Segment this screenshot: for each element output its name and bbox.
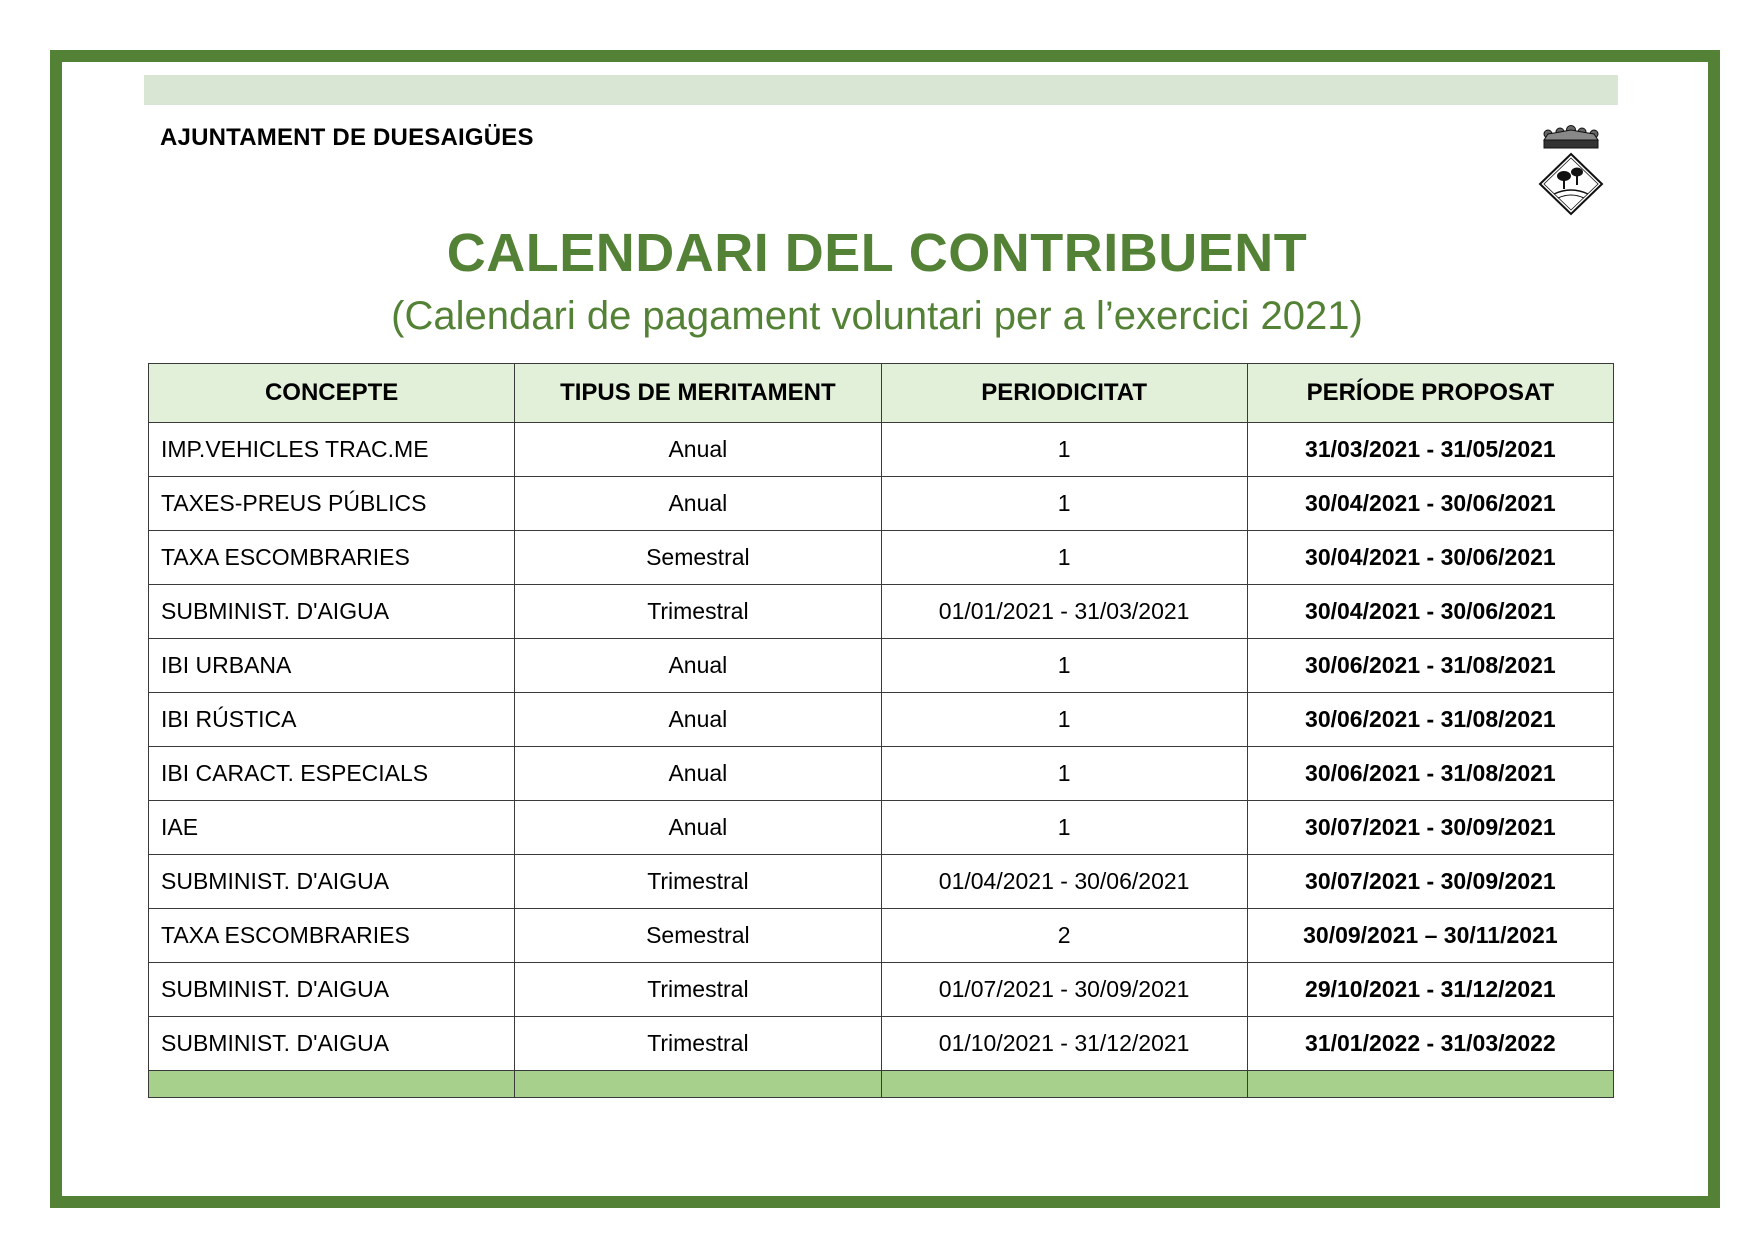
municipal-coat-of-arms-icon	[1536, 122, 1606, 218]
table-row	[149, 693, 1614, 747]
cell-concepte: IAE	[149, 801, 515, 855]
table-row	[149, 639, 1614, 693]
table-row	[149, 423, 1614, 477]
cell-concepte: SUBMINIST. D'AIGUA	[149, 585, 515, 639]
table-header-row	[149, 364, 1614, 423]
table-row	[149, 477, 1614, 531]
cell-periode: 30/04/2021 - 30/06/2021	[1247, 477, 1613, 531]
cell-periode: 31/03/2021 - 31/05/2021	[1247, 423, 1613, 477]
cell-concepte: TAXES-PREUS PÚBLICS	[149, 477, 515, 531]
cell-concepte: IBI CARACT. ESPECIALS	[149, 747, 515, 801]
cell-periode: 30/07/2021 - 30/09/2021	[1247, 801, 1613, 855]
cell-periode: 30/04/2021 - 30/06/2021	[1247, 531, 1613, 585]
cell-tipus: Trimestral	[515, 963, 881, 1017]
cell-periodicitat: 1	[881, 531, 1247, 585]
cell-tipus: Anual	[515, 747, 881, 801]
column-header-tipus: TIPUS DE MERITAMENT	[515, 364, 881, 423]
cell-periodicitat: 1	[881, 801, 1247, 855]
table-row	[149, 747, 1614, 801]
cell-tipus: Anual	[515, 693, 881, 747]
cell-periodicitat: 1	[881, 423, 1247, 477]
cell-periodicitat: 01/04/2021 - 30/06/2021	[881, 855, 1247, 909]
cell-tipus: Semestral	[515, 531, 881, 585]
table-row	[149, 531, 1614, 585]
cell-tipus: Trimestral	[515, 585, 881, 639]
cell-periodicitat: 1	[881, 477, 1247, 531]
cell-periode: 30/07/2021 - 30/09/2021	[1247, 855, 1613, 909]
cell-periode: 30/06/2021 - 31/08/2021	[1247, 693, 1613, 747]
cell-periodicitat: 1	[881, 747, 1247, 801]
table-row	[149, 909, 1614, 963]
table-row	[149, 585, 1614, 639]
cell-tipus: Anual	[515, 423, 881, 477]
cell-periodicitat: 01/10/2021 - 31/12/2021	[881, 1017, 1247, 1071]
column-header-periode: PERÍODE PROPOSAT	[1247, 364, 1613, 423]
table-footer-row	[149, 1071, 1614, 1098]
cell-concepte: IBI URBANA	[149, 639, 515, 693]
cell-periodicitat: 01/07/2021 - 30/09/2021	[881, 963, 1247, 1017]
footer-cell	[149, 1071, 515, 1098]
cell-concepte: TAXA ESCOMBRARIES	[149, 909, 515, 963]
table-row	[149, 1017, 1614, 1071]
cell-concepte: IBI RÚSTICA	[149, 693, 515, 747]
cell-tipus: Trimestral	[515, 855, 881, 909]
cell-tipus: Anual	[515, 801, 881, 855]
page-title: CALENDARI DEL CONTRIBUENT	[446, 223, 1308, 283]
cell-periode: 31/01/2022 - 31/03/2022	[1247, 1017, 1613, 1071]
cell-tipus: Anual	[515, 477, 881, 531]
cell-tipus: Semestral	[515, 909, 881, 963]
cell-tipus: Trimestral	[515, 1017, 881, 1071]
cell-concepte: TAXA ESCOMBRARIES	[149, 531, 515, 585]
cell-concepte: SUBMINIST. D'AIGUA	[149, 855, 515, 909]
footer-cell	[881, 1071, 1247, 1098]
organization-name: AJUNTAMENT DE DUESAIGÜES	[160, 124, 534, 151]
cell-periode: 30/09/2021 – 30/11/2021	[1247, 909, 1613, 963]
cell-tipus: Anual	[515, 639, 881, 693]
cell-periode: 30/06/2021 - 31/08/2021	[1247, 747, 1613, 801]
cell-periode: 30/06/2021 - 31/08/2021	[1247, 639, 1613, 693]
cell-periodicitat: 1	[881, 639, 1247, 693]
table-row	[149, 801, 1614, 855]
footer-cell	[1247, 1071, 1613, 1098]
cell-concepte: SUBMINIST. D'AIGUA	[149, 1017, 515, 1071]
table-row	[149, 963, 1614, 1017]
cell-periode: 29/10/2021 - 31/12/2021	[1247, 963, 1613, 1017]
payment-calendar-table	[148, 363, 1614, 1098]
cell-periodicitat: 1	[881, 693, 1247, 747]
page-subtitle: (Calendari de pagament voluntari per a l’exercici 2021)	[391, 294, 1363, 338]
cell-periode: 30/04/2021 - 30/06/2021	[1247, 585, 1613, 639]
table-row	[149, 855, 1614, 909]
top-header-band	[144, 75, 1618, 105]
column-header-periodicitat: PERIODICITAT	[881, 364, 1247, 423]
cell-periodicitat: 2	[881, 909, 1247, 963]
cell-concepte: SUBMINIST. D'AIGUA	[149, 963, 515, 1017]
cell-concepte: IMP.VEHICLES TRAC.ME	[149, 423, 515, 477]
footer-cell	[515, 1071, 881, 1098]
column-header-concepte: CONCEPTE	[149, 364, 515, 423]
cell-periodicitat: 01/01/2021 - 31/03/2021	[881, 585, 1247, 639]
